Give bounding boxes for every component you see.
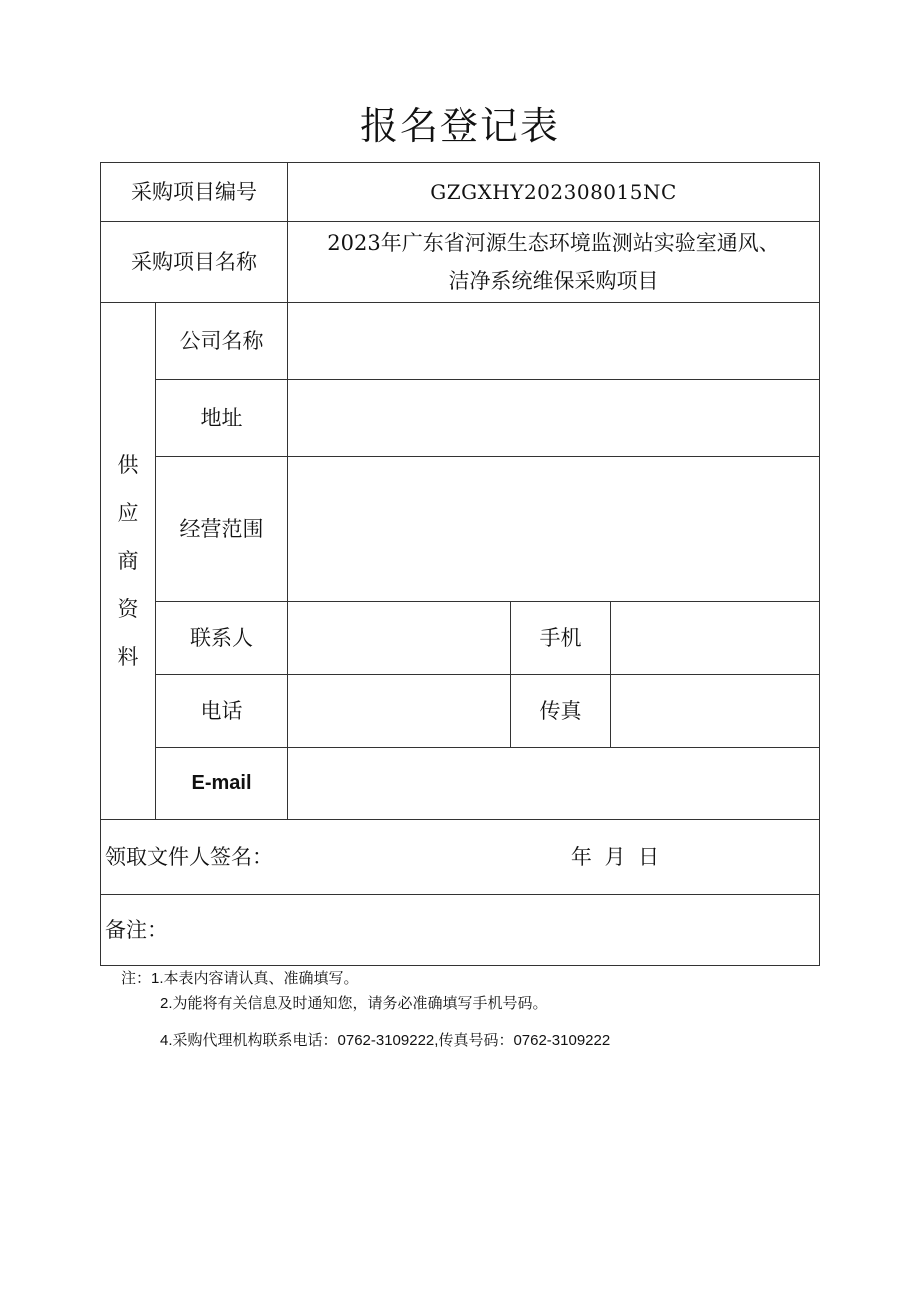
remarks-label: 备注： [105,917,168,942]
fax-field[interactable] [611,675,819,747]
mobile-field[interactable] [611,602,819,674]
email-label: E-mail [191,772,252,794]
signature-date-label: 年 月 日 [570,844,660,869]
business-scope-label: 经营范围 [179,516,264,541]
page-title: 报名登记表 [359,104,560,148]
email-field[interactable] [288,748,819,819]
address-field[interactable] [288,380,819,456]
project-name-line-2: 洁净系统维保采购项目 [448,269,659,293]
phone-label: 电话 [200,698,243,723]
address-label: 地址 [200,405,243,430]
contact-person-label: 联系人 [190,625,253,650]
project-name-label: 采购项目名称 [131,249,257,274]
contact-person-field[interactable] [288,602,510,674]
note-line-1: 注：1.本表内容请认真、准确填写。 [121,970,359,987]
supplier-group-label [101,303,155,819]
signature-label: 领取文件人签名： [105,844,273,869]
supplier-label-char: 资 [117,597,139,621]
project-number-label: 采购项目编号 [131,179,257,204]
supplier-label-char: 商 [117,549,139,573]
fax-label: 传真 [539,698,582,723]
note-line-3: 4.采购代理机构联系电话：0762-3109222,传真号码：0762-3109222 [160,1032,611,1049]
supplier-label-char: 应 [117,501,139,525]
mobile-label: 手机 [539,625,582,650]
project-name-value [288,222,819,302]
business-scope-field[interactable] [288,457,819,601]
note-line-2: 2.为能将有关信息及时通知您，请务必准确填写手机号码。 [160,995,548,1012]
supplier-label-char: 料 [117,645,139,669]
supplier-label-char: 供 [117,453,139,477]
company-name-field[interactable] [288,303,819,379]
company-name-label: 公司名称 [179,328,264,353]
project-name-line-1: 2023年广东省河源生态环境监测站实验室通风、 [327,231,780,255]
project-number-value: GZGXHY202308015NC [430,179,677,204]
phone-field[interactable] [288,675,510,747]
